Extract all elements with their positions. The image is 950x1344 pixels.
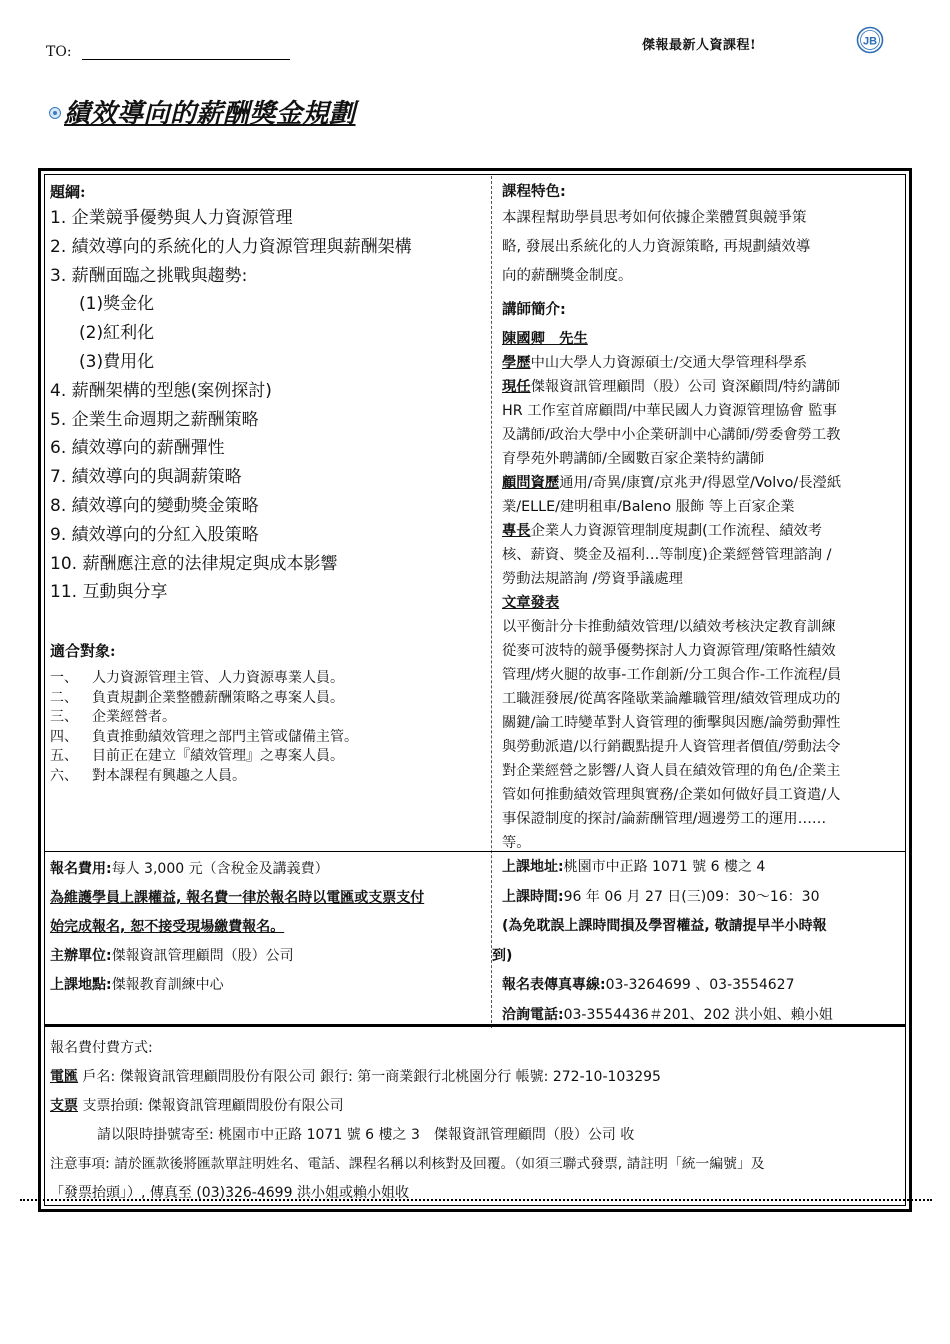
- outline-list: [50, 204, 490, 607]
- time-label: 上課時間:: [502, 888, 564, 905]
- articles-label: 文章發表: [502, 595, 560, 611]
- to-label: TO:: [46, 44, 72, 60]
- fee-label: 報名費用:: [50, 861, 112, 877]
- fax-label: 報名表傳真專線:: [502, 977, 606, 993]
- specialty-label: 專長: [502, 523, 531, 539]
- audience-item: 二、 負責規劃企業整體薪酬策略之專案人員。: [50, 689, 344, 706]
- outline-subitem: (1)獎金化: [79, 294, 155, 315]
- fee-notice: 為維護學員上課權益, 報名費一律於報名時以電匯或支票支付: [50, 890, 425, 906]
- outline-item: 2. 績效導向的系統化的人力資源管理與薪酬架構: [50, 236, 412, 257]
- current-position-label: 現任: [502, 379, 531, 395]
- outline-subitem: (2)紅利化: [79, 323, 155, 344]
- audience-item: 六、 對本課程有興趣之人員。: [50, 767, 246, 784]
- venue-label: 上課地點:: [50, 977, 112, 993]
- mail-instruction: 請以限時掛號寄至: 桃園市中正路 1071 號 6 樓之 3 傑報資訊管理顧問（股）公司 收: [97, 1127, 635, 1143]
- column-divider: [491, 176, 492, 1028]
- instructor-heading: 講師簡介:: [502, 302, 566, 318]
- fee-block: 報名費用:每人 3,000 元（含稅金及講義費） 為維護學員上課權益, 報名費一律於報名時以電匯或支票支付 始完成報名, 恕不接受現場繳費報名。 主辦單位:傑報資訊管理顧問（股）公司 上課地點:傑報教育訓練中心: [50, 855, 490, 1000]
- outline-item: 5. 企業生命週期之薪酬策略: [50, 409, 259, 430]
- outline-item: 8. 績效導向的變動獎金策略: [50, 495, 259, 516]
- wire-label: 電匯: [50, 1069, 78, 1085]
- to-blank-line: [82, 59, 290, 60]
- fee-notice-cont: 始完成報名, 恕不接受現場繳費報名。: [50, 919, 285, 935]
- address-label: 上課地址:: [502, 859, 564, 875]
- outline-item: 3. 薪酬面臨之挑戰與趨勢:: [50, 265, 248, 286]
- outline-item: 6. 績效導向的薪酬彈性: [50, 438, 225, 459]
- company-logo-icon: [856, 26, 884, 54]
- outline-item: 4. 薪酬架構的型態(案例探討): [50, 380, 272, 401]
- arrival-reminder: (為免耽誤上課時間損及學習權益, 敬請提早半小時報: [502, 918, 827, 934]
- consulting-label: 顧問資歷: [502, 475, 560, 491]
- education-label: 學歷: [502, 355, 531, 371]
- payment-note: 注意事項: 請於匯款後將匯款單註明姓名、電話、課程名稱以利核對及回覆。（如須三聯式發票, 請註明「統一編號」及: [50, 1156, 765, 1172]
- features-heading: 課程特色:: [502, 184, 566, 200]
- instructor-bio: 陳國卿 先生 學歷中山大學人力資源碩士/交通大學管理科學系 現任傑報資訊管理顧問（股）公司 資深顧問/特約講師 HR 工作室首席顧問/中華民國人力資源管理協會 監事 及講師/政治大學中小企業研訓中心講師/勞委會勞工教 育學苑外聘講師/全國數百家企業特約講師 顧問資歷通用/奇異/康寶/京兆尹/得恩堂/Volvo/長瀅紙 業/ELLE/建明租車/Baleno 服飾 等上百家企業 專長企業人力資源管理制度規劃(工作流程、績效考 核、薪資、獎金及福利…等制度)企業經營管理諮詢 / 勞動法規諮詢 /勞資爭議處理 文章發表 以平衡計分卡推動績效管理/以績效考核決定教育訓練 從麥可波特的競爭優勢探討人力資源管理/策略性績效 管理/烤火腿的故事-工作創新/分工與合作-工作流程/員 工職涯發展/從萬客隆歇業論離職管理/績效管理成功的 關鍵/論工時變革對人資管理的衝擊與因應/論勞動彈性 與勞動派遣/以行銷觀點提升人資管理者價值/勞動法令 對企業經營之影響/人資人員在績效管理的角色/企業主 管如何推動績效管理與實務/企業如何做好員工資遣/人 事保證制度的探討/論薪酬管理/週邊勞工的運用…… 等。: [502, 327, 902, 855]
- instructor-name: 陳國卿 先生: [502, 331, 588, 347]
- right-column: [502, 180, 902, 855]
- audience-item: 三、 企業經營者。: [50, 709, 176, 725]
- audience-item: 一、 人力資源管理主管、人力資源專業人員。: [50, 670, 344, 686]
- header-note: 傑報最新人資課程!: [642, 38, 757, 53]
- logo-lettering: JB: [862, 35, 878, 48]
- outline-heading: 題綱:: [50, 183, 86, 201]
- outline-item: 9. 績效導向的分紅入股策略: [50, 524, 259, 545]
- outline-item: 10. 薪酬應注意的法律規定與成本影響: [50, 553, 338, 574]
- fee-value: 每人 3,000 元（含稅金及講義費）: [111, 861, 329, 877]
- arrival-reminder-cont: 到): [492, 947, 513, 964]
- outline-item: 7. 績效導向的與調薪策略: [50, 467, 242, 488]
- phone-label: 洽詢電話:: [502, 1006, 564, 1023]
- outline-item: 1. 企業競爭優勢與人力資源管理: [50, 208, 293, 228]
- organizer-label: 主辦單位:: [50, 948, 112, 964]
- audience-heading: 適合對象:: [50, 642, 116, 660]
- title-bullet-icon: [48, 106, 62, 120]
- audience-item: 四、 負責推動績效管理之部門主管或儲備主管。: [50, 728, 358, 745]
- features-text: 本課程幫助學員思考如何依據企業體質與競爭策 略, 發展出系統化的人力資源策略, 再規劃績效導 向的薪酬獎金制度。: [502, 210, 811, 284]
- payment-note-cont: 「發票抬頭」）, 傳真至 (03)326-4699 洪小姐或賴小姐收: [50, 1185, 409, 1201]
- check-label: 支票: [50, 1098, 78, 1114]
- audience-list: [50, 669, 490, 786]
- audience-item: 五、 目前正在建立『績效管理』之專案人員。: [50, 748, 344, 764]
- outline-item: 11. 互動與分享: [50, 582, 168, 603]
- payment-block: 報名費付費方式: 電匯 戶名: 傑報資訊管理顧問股份有限公司 銀行: 第一商業銀行北桃園分行 帳號: 272-10-103295 支票 支票抬頭: 傑報資訊管理顧問股份有限公司 請以限時掛號寄至: 桃園市中正路 1071 號 6 樓之 3 傑報資訊管理顧問（股）公司 收 注意事項: 請於匯款後將匯款單註明姓名、電話、課程名稱以利核對及回覆。（如須三聯式發票, 請註明「統一編號」及 「發票抬頭」）, 傳真至 (03)326-4699 洪小姐或賴小姐收: [50, 1034, 906, 1208]
- outline-subitem: (3)費用化: [79, 351, 155, 372]
- session-block: 上課地址:桃園市中正路 1071 號 6 樓之 4 上課時間:96 年 06 月 27 日(三)09：30～16：30 (為免耽誤上課時間損及學習權益, 敬請提早半小時報 到) 報名表傳真專線:03-3264699 、03-3554627 洽詢電話:03-3554436＃201、202 洪小姐、賴小姐: [502, 853, 902, 1030]
- payment-heading: 報名費付費方式:: [50, 1040, 153, 1056]
- page-title: 績效導向的薪酬獎金規劃: [64, 99, 356, 129]
